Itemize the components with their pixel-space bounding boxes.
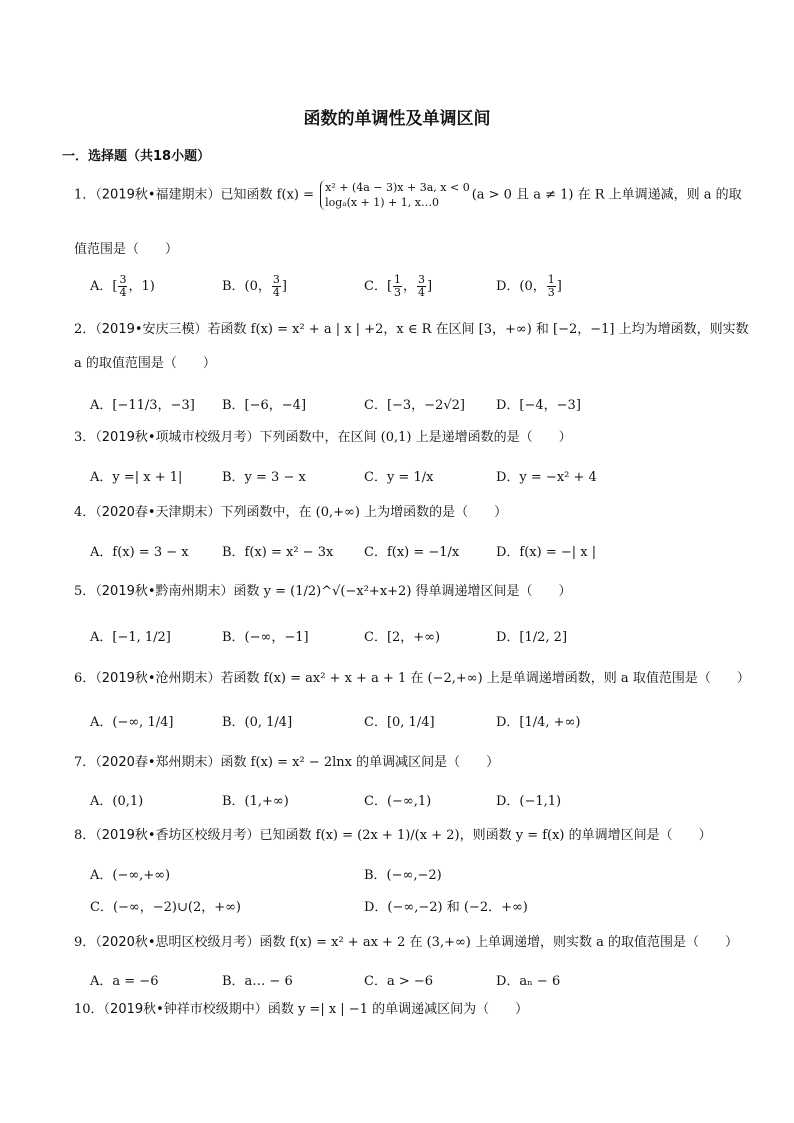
option-c[interactable]: C．y = 1/x [364,470,434,485]
page-title: 函数的单调性及单调区间 [303,109,491,129]
option-a[interactable]: A．f(x) = 3 − x [90,545,189,560]
piece-2: logₐ(x + 1) + 1, x…0 [325,196,439,209]
option-c[interactable]: C．(−∞,1) [364,794,432,809]
question-6: 6．（2019秋•沧州期末）若函数 f(x) = ax² + x + a + 1 在 (−2,+∞) 上是单调递增函数，则 a 取值范围是（ ） [74,671,750,686]
option-b[interactable]: B．f(x) = x² − 3x [222,545,334,560]
option-d[interactable]: D．(−∞,−2) 和 (−2．+∞) [364,900,528,915]
question-2-cont: a 的取值范围是（ ） [74,356,216,371]
option-a[interactable]: A．a = −6 [90,974,159,989]
option-c[interactable]: C．f(x) = −1/x [364,545,460,560]
option-d[interactable]: D．f(x) = −| x | [496,545,597,560]
option-c[interactable]: C．[ $\frac{1}{3}$ ， $\frac{3}{4}$ ] [364,273,433,299]
question-8: 8．（2019秋•香坊区校级月考）已知函数 f(x) = (2x + 1)/(x + 2)，则函数 y = f(x) 的单调增区间是（ ） [74,828,712,843]
option-b[interactable]: B．y = 3 − x [222,470,306,485]
question-3: 3．（2019秋•项城市校级月考）下列函数中，在区间 (0,1) 上是递增函数的是（ ） [74,430,572,445]
section-heading: 一．选择题（共18小题） [62,149,211,164]
option-a[interactable]: A．[−1, 1/2] [90,630,171,645]
option-d[interactable]: D．aₙ − 6 [496,974,561,989]
option-d[interactable]: D．[−4，−3] [496,398,581,413]
question-9: 9．（2020秋•思明区校级月考）函数 f(x) = x² + ax + 2 在 (3,+∞) 上单调递增，则实数 a 的取值范围是（ ） [74,935,739,950]
question-1 [74,180,742,210]
question-stem-cont: (a > 0 且 a ≠ 1) 在 R 上单调递减，则 a 的取 [471,187,742,203]
option-b[interactable]: B．(1,+∞) [222,794,289,809]
option-b[interactable]: B．(0， $\frac{3}{4}$ ] [222,273,287,299]
option-d[interactable]: D．[1/2, 2] [496,630,568,645]
question-7: 7．（2020春•郑州期末）函数 f(x) = x² − 2lnx 的单调减区间是（ ） [74,755,500,770]
option-a[interactable]: A．(0,1) [90,794,144,809]
question-source: （2019秋•福建期末） [95,187,221,203]
option-d[interactable]: D．[1/4, +∞) [496,715,581,730]
piece-1: x² + (4a − 3)x + 3a, x < 0 [325,181,470,194]
option-b[interactable]: B．(0, 1/4] [222,715,293,730]
option-a[interactable]: A．[ $\frac{3}{4}$ ，1) [90,273,155,299]
option-b[interactable]: B．a… − 6 [222,974,293,989]
option-c[interactable]: C．[2，+∞) [364,630,441,645]
question-10: 10．（2019秋•钟祥市校级期中）函数 y =| x | −1 的单调递减区间为（ ） [74,1002,529,1017]
option-c[interactable]: C．[−3，−2√2] [364,398,465,413]
option-a[interactable]: A．y =| x + 1| [90,470,183,485]
option-c[interactable]: C．a > −6 [364,974,434,989]
option-c[interactable]: C．[0, 1/4] [364,715,435,730]
option-d[interactable]: D．(0， $\frac{1}{3}$ ] [496,273,562,299]
option-b[interactable]: B．(−∞,−2) [364,868,442,883]
option-a[interactable]: A．[−11/3，−3] [90,398,195,413]
piecewise-function [320,180,470,210]
question-2: 2．（2019•安庆三模）若函数 f(x) = x² + a | x | +2，x ∈ R 在区间 [3，+∞) 和 [−2，−1] 上均为增函数，则实数 [74,322,749,337]
question-4: 4．（2020春•天津期末）下列函数中，在 (0,+∞) 上为增函数的是（ ） [74,505,508,520]
question-1-cont: 值范围是（ ） [74,242,179,257]
question-stem: 已知函数 f(x) = [220,187,314,203]
option-d[interactable]: D．y = −x² + 4 [496,470,597,485]
option-a[interactable]: A．(−∞,+∞) [90,868,171,883]
option-c[interactable]: C．(−∞，−2)∪(2，+∞) [90,900,242,915]
option-d[interactable]: D．(−1,1) [496,794,562,809]
question-5: 5．（2019秋•黔南州期末）函数 y = (1/2)^√(−x²+x+2) 得单调递增区间是（ ） [74,584,572,599]
option-b[interactable]: B．[−6，−4] [222,398,307,413]
option-a[interactable]: A．(−∞, 1/4] [90,715,174,730]
option-b[interactable]: B．(−∞，−1] [222,630,309,645]
question-number: 1． [74,187,96,203]
